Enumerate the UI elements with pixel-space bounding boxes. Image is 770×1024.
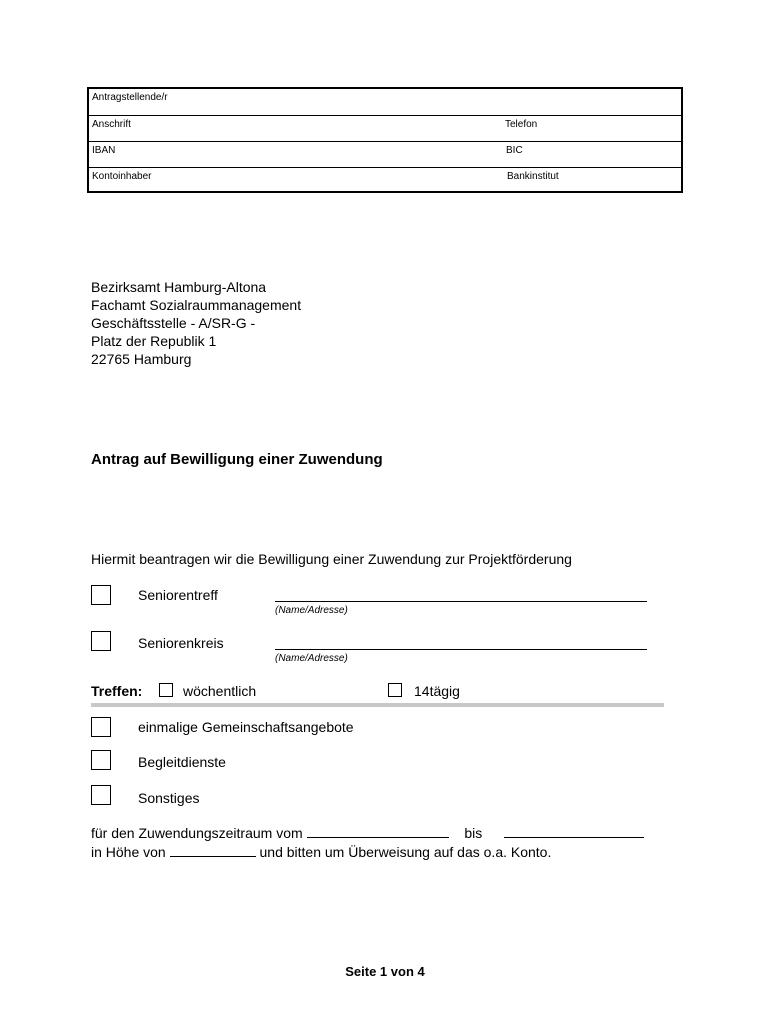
recipient-line: 22765 Hamburg: [91, 351, 192, 367]
document-title: Antrag auf Bewilligung einer Zuwendung: [91, 451, 383, 468]
biweekly-checkbox[interactable]: [388, 683, 402, 697]
period-to-field[interactable]: [504, 825, 644, 838]
amount-text: in Höhe von: [91, 844, 166, 860]
period-to-text: bis: [464, 825, 483, 841]
address-row[interactable]: [89, 115, 681, 141]
recipient-line: Fachamt Sozialraummanagement: [91, 297, 302, 313]
weekly-label: wöchentlich: [183, 683, 257, 699]
one-time-offers-label: einmalige Gemeinschaftsangebote: [138, 719, 354, 735]
other-label: Sonstiges: [138, 790, 200, 806]
weekly-checkbox[interactable]: [159, 683, 173, 697]
one-time-offers-checkbox[interactable]: [91, 717, 111, 737]
iban-label: IBAN: [92, 145, 116, 156]
page-number: Seite 1 von 4: [345, 964, 425, 979]
amount-line: [91, 844, 551, 860]
bic-label: BIC: [506, 145, 523, 156]
seniorenkreis-name-hint: (Name/Adresse): [275, 653, 348, 664]
seniorentreff-checkbox[interactable]: [91, 585, 111, 605]
amount-field[interactable]: [170, 844, 256, 857]
seniorentreff-label: Seniorentreff: [138, 587, 218, 603]
seniorenkreis-checkbox[interactable]: [91, 631, 111, 651]
seniorentreff-name-hint: (Name/Adresse): [275, 605, 348, 616]
intro-text: Hiermit beantragen wir die Bewilligung einer Zuwendung zur Projektförderung: [91, 551, 572, 567]
bank-label: Bankinstitut: [507, 171, 559, 182]
other-checkbox[interactable]: [91, 785, 111, 805]
escort-services-checkbox[interactable]: [91, 750, 111, 770]
transfer-text: und bitten um Überweisung auf das o.a. Konto.: [259, 844, 552, 860]
recipient-address: [91, 278, 301, 368]
applicant-info-box: [87, 87, 683, 193]
account-holder-label: Kontoinhaber: [92, 171, 152, 182]
period-line: [91, 825, 644, 841]
period-from-text: für den Zuwendungszeitraum vom: [91, 825, 303, 841]
applicant-label: Antragstellende/r: [92, 92, 168, 103]
seniorenkreis-name-field[interactable]: [275, 648, 647, 650]
treffen-label: Treffen:: [91, 683, 143, 699]
recipient-line: Platz der Republik 1: [91, 333, 217, 349]
seniorenkreis-label: Seniorenkreis: [138, 635, 224, 651]
address-label: Anschrift: [92, 119, 131, 130]
section-divider: [91, 703, 664, 707]
biweekly-label: 14tägig: [414, 683, 460, 699]
recipient-line: Bezirksamt Hamburg-Altona: [91, 279, 267, 295]
applicant-row[interactable]: [89, 89, 681, 115]
recipient-line: Geschäftsstelle - A/SR-G -: [91, 315, 256, 331]
period-from-field[interactable]: [307, 825, 449, 838]
phone-label: Telefon: [505, 119, 538, 130]
escort-services-label: Begleitdienste: [138, 754, 226, 770]
bank-row[interactable]: [89, 141, 681, 167]
seniorentreff-name-field[interactable]: [275, 600, 647, 602]
account-row[interactable]: [89, 167, 681, 193]
